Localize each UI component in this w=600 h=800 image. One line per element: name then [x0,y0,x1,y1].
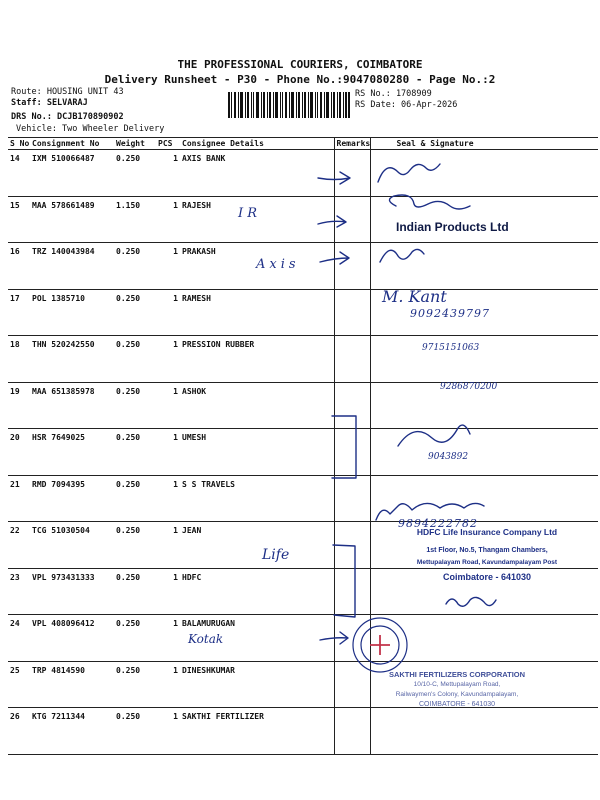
phone-17: 9092439797 [410,307,490,320]
cell-consignee: RAMESH [180,289,334,336]
hdfc-stamp-line1: 1st Floor, No.5, Thangam Chambers, [426,547,548,554]
cell-pcs: 1 [156,196,180,243]
cell-remarks [334,522,370,569]
cell-sno: 18 [8,336,30,383]
cell-weight: 0.250 [114,243,156,290]
cell-remarks [334,150,370,197]
hdfc-stamp-line3: Coimbatore - 641030 [442,572,532,582]
cell-consignment: TRZ 140043984 [30,243,114,290]
cell-seal [370,336,598,383]
hdfc-stamp-name: HDFC Life Insurance Company Ltd [416,527,558,537]
cell-consignee: AXIS BANK [180,150,334,197]
cell-weight: 0.250 [114,475,156,522]
phone-19: 9286870200 [440,382,498,392]
runsheet-subtitle: Delivery Runsheet - P30 - Phone No.:9047080280 - Page No.:2 [104,73,496,86]
header-remarks: Remarks [334,138,370,150]
cell-sno: 14 [8,150,30,197]
header-pcs: PCS [156,138,180,150]
cell-remarks [334,568,370,615]
table-row [8,289,598,336]
cell-consignment: VPL 408096412 [30,615,114,662]
table-row [8,196,598,243]
cell-seal [370,475,598,522]
table-header-row [8,138,598,150]
cell-sno: 19 [8,382,30,429]
cell-pcs: 1 [156,150,180,197]
cell-sno: 25 [8,661,30,708]
phone-22: 9894222782 [398,517,478,530]
table-row [8,708,598,755]
cell-weight: 0.250 [114,336,156,383]
cell-consignee: ASHOK [180,382,334,429]
remark-life: Life [262,547,290,563]
sakthi-stamp-line1: 10/10-C, Mettupalayam Road, [413,681,501,688]
cell-seal [370,243,598,290]
cell-sno: 21 [8,475,30,522]
cell-pcs: 1 [156,243,180,290]
cell-remarks [334,336,370,383]
header-sno: S No [10,139,30,148]
cell-remarks [334,708,370,755]
cell-weight: 1.150 [114,196,156,243]
cell-consignment: TRP 4814590 [30,661,114,708]
cell-pcs: 1 [156,382,180,429]
cell-pcs: 1 [156,336,180,383]
cell-consignment: VPL 973431333 [30,568,114,615]
sakthi-stamp-name: SAKTHI FERTILIZERS CORPORATION [388,670,526,679]
hdfc-stamp-line2: Mettupalayam Road, Kavundampalayam Post [416,559,558,566]
drs-number: DRS No.: DCJB170890902 [11,112,124,122]
cell-weight: 0.250 [114,429,156,476]
cell-remarks [334,615,370,662]
cell-remarks [334,289,370,336]
cell-pcs: 1 [156,615,180,662]
cell-weight: 0.250 [114,661,156,708]
rs-date: RS Date: 06-Apr-2026 [355,100,458,110]
cell-pcs: 1 [156,568,180,615]
cell-sno: 15 [8,196,30,243]
cell-consignment: THN 520242550 [30,336,114,383]
cell-remarks [334,382,370,429]
sakthi-stamp-line3: COIMBATORE - 641030 [419,701,495,708]
cell-consignee: SAKTHI FERTILIZER [180,708,334,755]
cell-weight: 0.250 [114,522,156,569]
staff-label: Staff: SELVARAJ [11,98,88,108]
rs-number: RS No.: 1708909 [355,89,432,99]
cell-sno: 26 [8,708,30,755]
table-row [8,429,598,476]
cell-pcs: 1 [156,429,180,476]
cell-remarks [334,196,370,243]
cell-sno: 22 [8,522,30,569]
cell-consignee: PRAKASH [180,243,334,290]
cell-sno: 24 [8,615,30,662]
table-row [8,382,598,429]
cell-consignment: MAA 651385978 [30,382,114,429]
header-consignment: Consignment No [30,138,114,150]
table-row [8,150,598,197]
cell-consignee: HDFC [180,568,334,615]
cell-pcs: 1 [156,289,180,336]
cell-consignment: RMD 7094395 [30,475,114,522]
barcode [228,92,350,118]
cell-seal [370,429,598,476]
cell-weight: 0.250 [114,382,156,429]
signature-name-17: M. Kant [382,287,447,306]
cell-consignee: PRESSION RUBBER [180,336,334,383]
cell-weight: 0.250 [114,615,156,662]
table-row [8,475,598,522]
remark-axis: Axis [256,257,300,272]
cell-sno: 20 [8,429,30,476]
cell-weight: 0.250 [114,568,156,615]
cell-pcs: 1 [156,661,180,708]
company-title: THE PROFESSIONAL COURIERS, COIMBATORE [177,58,423,71]
cell-seal [370,615,598,662]
table-row [8,336,598,383]
table-row [8,243,598,290]
cell-sno: 23 [8,568,30,615]
cell-consignee: BALAMURUGAN [180,615,334,662]
header-seal: Seal & Signature [370,138,598,150]
cell-sno: 16 [8,243,30,290]
cell-weight: 0.250 [114,150,156,197]
remark-ir: I R [238,206,258,221]
cell-remarks [334,475,370,522]
cell-weight: 0.250 [114,289,156,336]
route-label: Route: HOUSING UNIT 43 [11,87,124,97]
indian-products-stamp: Indian Products Ltd [396,220,509,234]
cell-consignee: DINESHKUMAR [180,661,334,708]
cell-remarks [334,243,370,290]
cell-consignment: HSR 7649025 [30,429,114,476]
cell-consignment: POL 1385710 [30,289,114,336]
cell-remarks [334,429,370,476]
vehicle-label: Vehicle: Two Wheeler Delivery [16,124,165,134]
cell-consignee: S S TRAVELS [180,475,334,522]
phone-18: 9715151063 [422,343,480,353]
cell-weight: 0.250 [114,708,156,755]
cell-consignment: IXM 510066487 [30,150,114,197]
cell-pcs: 1 [156,522,180,569]
cell-consignee: JEAN [180,522,334,569]
cell-consignee: RAJESH [180,196,334,243]
sakthi-stamp-line2: Railwaymen's Colony, Kavundampalayam, [395,691,519,698]
cell-pcs: 1 [156,475,180,522]
header-weight: Weight [114,138,156,150]
cell-seal [370,150,598,197]
header-consignee: Consignee Details [180,138,334,150]
runsheet-table [8,137,598,755]
remark-kotak: Kotak [188,632,224,646]
cell-pcs: 1 [156,708,180,755]
cell-consignment: MAA 578661489 [30,196,114,243]
cell-consignment: TCG 51030504 [30,522,114,569]
cell-seal [370,708,598,755]
cell-consignment: KTG 7211344 [30,708,114,755]
cell-sno: 17 [8,289,30,336]
table-row [8,615,598,662]
phone-21: 9043892 [428,452,469,462]
cell-consignee: UMESH [180,429,334,476]
